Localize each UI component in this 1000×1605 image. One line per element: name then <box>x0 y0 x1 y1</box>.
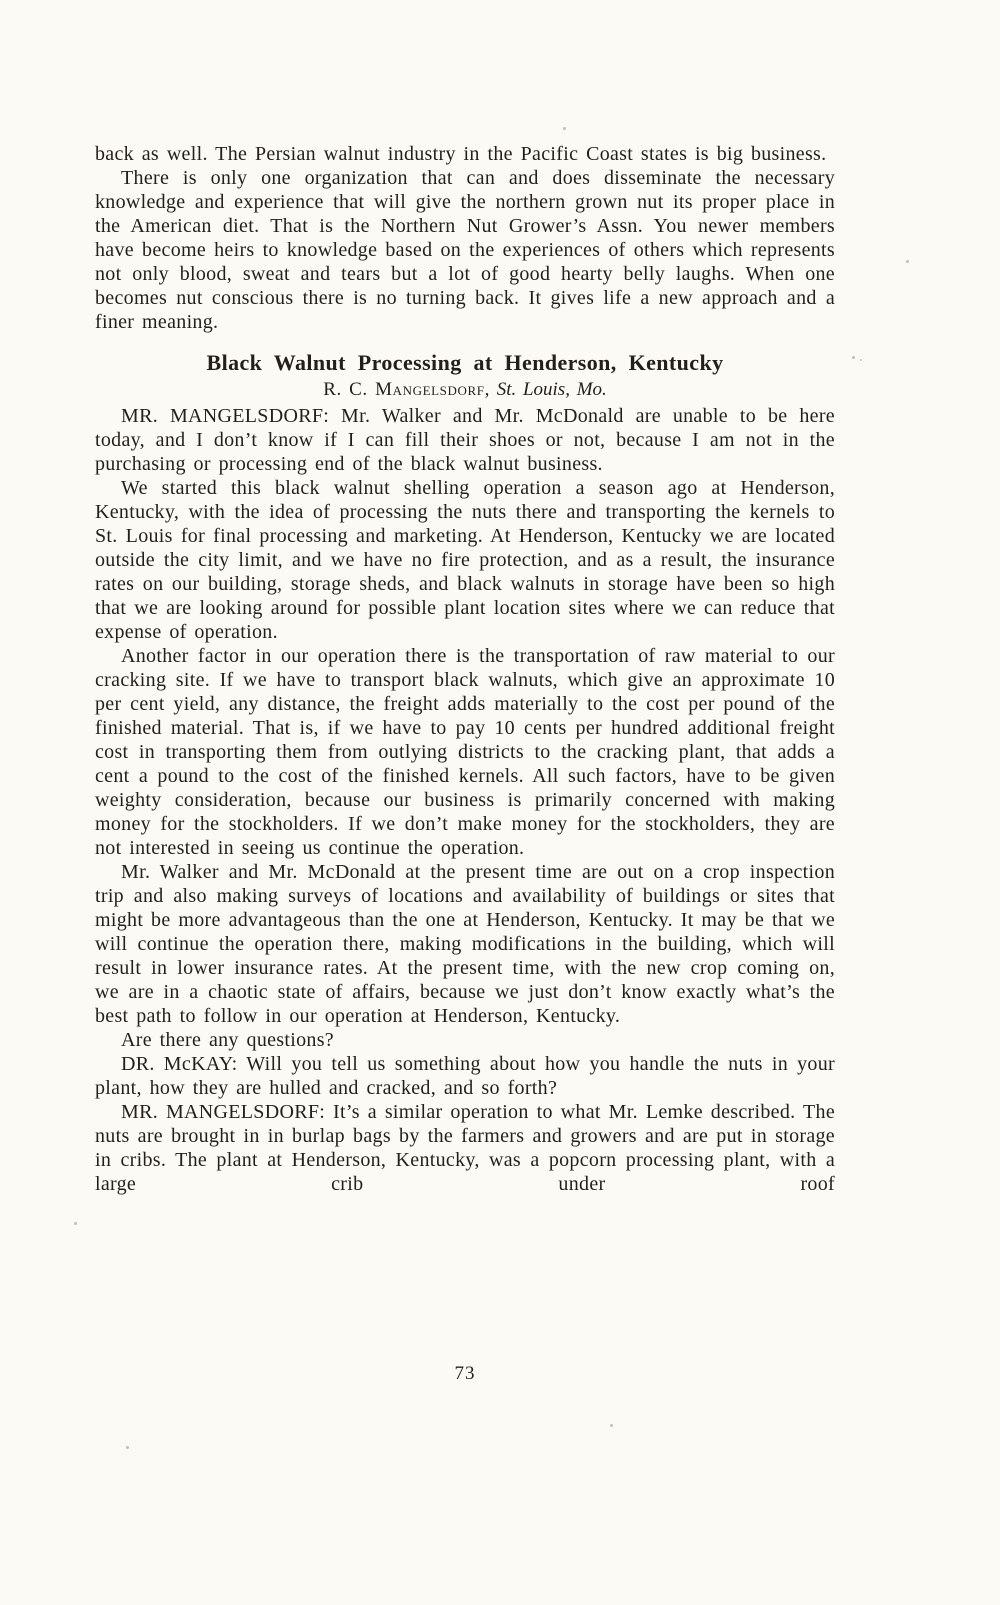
paragraph: Another factor in our operation there is the transportation of raw material to our cracking site. If we have to transport black walnuts, which give an approximate 10 per cent yield, any distance, the freight adds materially to the cost per pound of the finished material. That is, if we have to pay 10 cents per hundred additional freight cost in transporting them from outlying districts to the cracking plant, that adds a cent a pound to the cost of the finished kernels. All such factors, have to be given weighty consideration, because our business is primarily concerned with making money for the stockholders. If we don’t make money for the stockholders, they are not interested in seeing us continue the operation. <box>95 645 835 859</box>
article-title: Black Walnut Processing at Henderson, Kentucky <box>206 350 724 375</box>
paragraph: There is only one organization that can and does disseminate the necessary knowledge and experience that will give the northern grown nut its proper place in the American diet. That is the Northern Nut Grower’s Assn. You newer members have become heirs to knowledge based on the experiences of others which represents not only blood, sweat and tears but a lot of good hearty belly laughs. When one becomes nut conscious there is no turning back. It gives life a new approach and a finer meaning. <box>95 167 835 333</box>
scan-speck <box>74 1222 77 1225</box>
byline-author: R. C. Mangelsdorf, <box>323 379 490 400</box>
scan-speck <box>852 356 855 359</box>
paragraph: Mr. Walker and Mr. McDonald at the present time are out on a crop inspection trip and also making surveys of locations and availability of buildings or sites that might be more advantageous than the one at Henderson, Kentucky. It may be that we will continue the operation there, making modifications in the building, which will result in lower insurance rates. At the present time, with the new crop coming on, we are in a chaotic state of affairs, because we just don’t know exactly what’s the best path to follow in our operation at Henderson, Kentucky. <box>95 861 835 1027</box>
scan-speck <box>610 1424 613 1427</box>
scan-speck <box>563 127 566 130</box>
scan-speck <box>126 1446 129 1449</box>
paragraph-question-prompt: Are there any questions? <box>121 1029 334 1051</box>
text-column <box>95 142 835 1196</box>
page-number: 73 <box>454 1363 476 1384</box>
paragraph-speaker-mckay: DR. McKAY: Will you tell us something about how you handle the nuts in your plant, how they are hulled and cracked, and so forth? <box>95 1053 835 1099</box>
paragraph-speaker-mangelsdorf: MR. MANGELSDORF: Mr. Walker and Mr. McDonald are unable to be here today, and I don’t know if I can fill their shoes or not, because I am not in the purchasing or processing end of the black walnut business. <box>95 405 835 475</box>
scan-speck <box>860 359 862 361</box>
scan-speck <box>906 260 909 263</box>
paragraph-continuation: back as well. The Persian walnut industry in the Pacific Coast states is big business. <box>95 143 827 165</box>
paragraph-speaker-mangelsdorf: MR. MANGELSDORF: It’s a similar operation to what Mr. Lemke described. The nuts are brought in in burlap bags by the farmers and growers and are put in storage in cribs. The plant at Henderson, Kentucky, was a popcorn processing plant, with a large crib under roof <box>95 1101 835 1195</box>
byline-location: St. Louis, Mo. <box>496 379 607 400</box>
article-byline <box>95 379 835 401</box>
paragraph: We started this black walnut shelling operation a season ago at Henderson, Kentucky, with the idea of processing the nuts there and transporting the kernels to St. Louis for final processing and marketing. At Henderson, Kentucky we are located outside the city limit, and we have no fire protection, and as a result, the insurance rates on our building, storage sheds, and black walnuts in storage have been so high that we are looking around for possible plant location sites where we can reduce that expense of operation. <box>95 477 835 643</box>
